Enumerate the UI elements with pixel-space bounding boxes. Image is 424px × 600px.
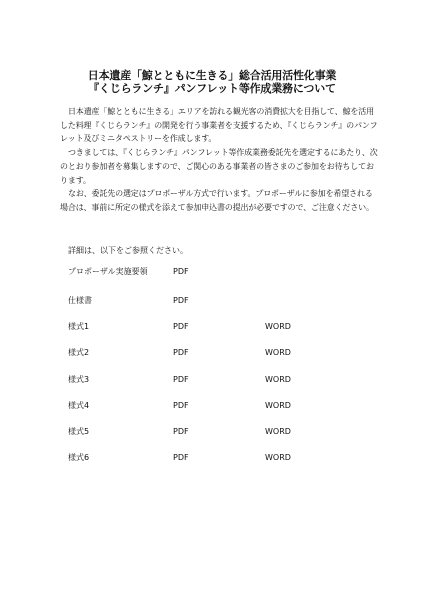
intro-text — [60, 105, 380, 215]
document-row-proposal-guidelines — [0, 266, 424, 278]
document-label: 仕様書 — [68, 296, 92, 305]
document-row-form-3 — [0, 374, 424, 386]
document-row-form-1 — [0, 321, 424, 333]
document-row-form-5 — [0, 426, 424, 438]
page-title: 日本遺産「鯨とともに生きる」総合活用活性化事業 — [87, 69, 337, 82]
word-download-link[interactable]: WORD — [265, 375, 291, 384]
document-row-form-6 — [0, 452, 424, 464]
document-label: 様式2 — [68, 348, 90, 357]
word-download-link[interactable]: WORD — [265, 401, 291, 410]
word-download-link[interactable]: WORD — [265, 427, 291, 436]
details-note: 詳細は、以下をご参照ください。 — [68, 246, 188, 255]
pdf-download-link[interactable]: PDF — [173, 453, 189, 462]
intro-paragraph-3: なお、委託先の選定はプロポーザル方式で行います。プロポーザルに参加を希望される場合は、事前に所定の様式を添えて参加申込書の提出が必要ですので、ご注意ください。 — [60, 189, 374, 212]
document-row-specifications — [0, 295, 424, 307]
document-label: 様式1 — [68, 322, 90, 331]
pdf-download-link[interactable]: PDF — [173, 401, 189, 410]
document-row-form-2 — [0, 347, 424, 359]
intro-paragraph-1: 日本遺産「鯨とともに生きる」エリアを訪れる観光客の消費拡大を目指して、鯨を活用した料理『くじらランチ』の開発を行う事業者を支援するため、『くじらランチ』のパンフレット及びミニタペストリーを作成します。 — [60, 107, 378, 144]
page-subtitle: 『くじらランチ』パンフレット等作成業務について — [88, 82, 336, 95]
document-label: 様式3 — [68, 375, 90, 384]
word-download-link[interactable]: WORD — [265, 348, 291, 357]
word-download-link[interactable]: WORD — [265, 322, 291, 331]
intro-paragraph-2: つきましては、『くじらランチ』パンフレット等作成業務委託先を選定するにあたり、次のとおり参加者を募集しますので、ご関心のある事業者の皆さまのご参加をお待ちしております。 — [60, 148, 378, 185]
document-label: 様式5 — [68, 427, 90, 436]
pdf-download-link[interactable]: PDF — [173, 267, 189, 276]
pdf-download-link[interactable]: PDF — [173, 348, 189, 357]
pdf-download-link[interactable]: PDF — [173, 375, 189, 384]
pdf-download-link[interactable]: PDF — [173, 296, 189, 305]
word-download-link[interactable]: WORD — [265, 453, 291, 462]
document-label: プロポーザル実施要領 — [68, 267, 148, 276]
document-row-form-4 — [0, 400, 424, 412]
pdf-download-link[interactable]: PDF — [173, 322, 189, 331]
document-label: 様式4 — [68, 401, 90, 410]
pdf-download-link[interactable]: PDF — [173, 427, 189, 436]
document-label: 様式6 — [68, 453, 90, 462]
